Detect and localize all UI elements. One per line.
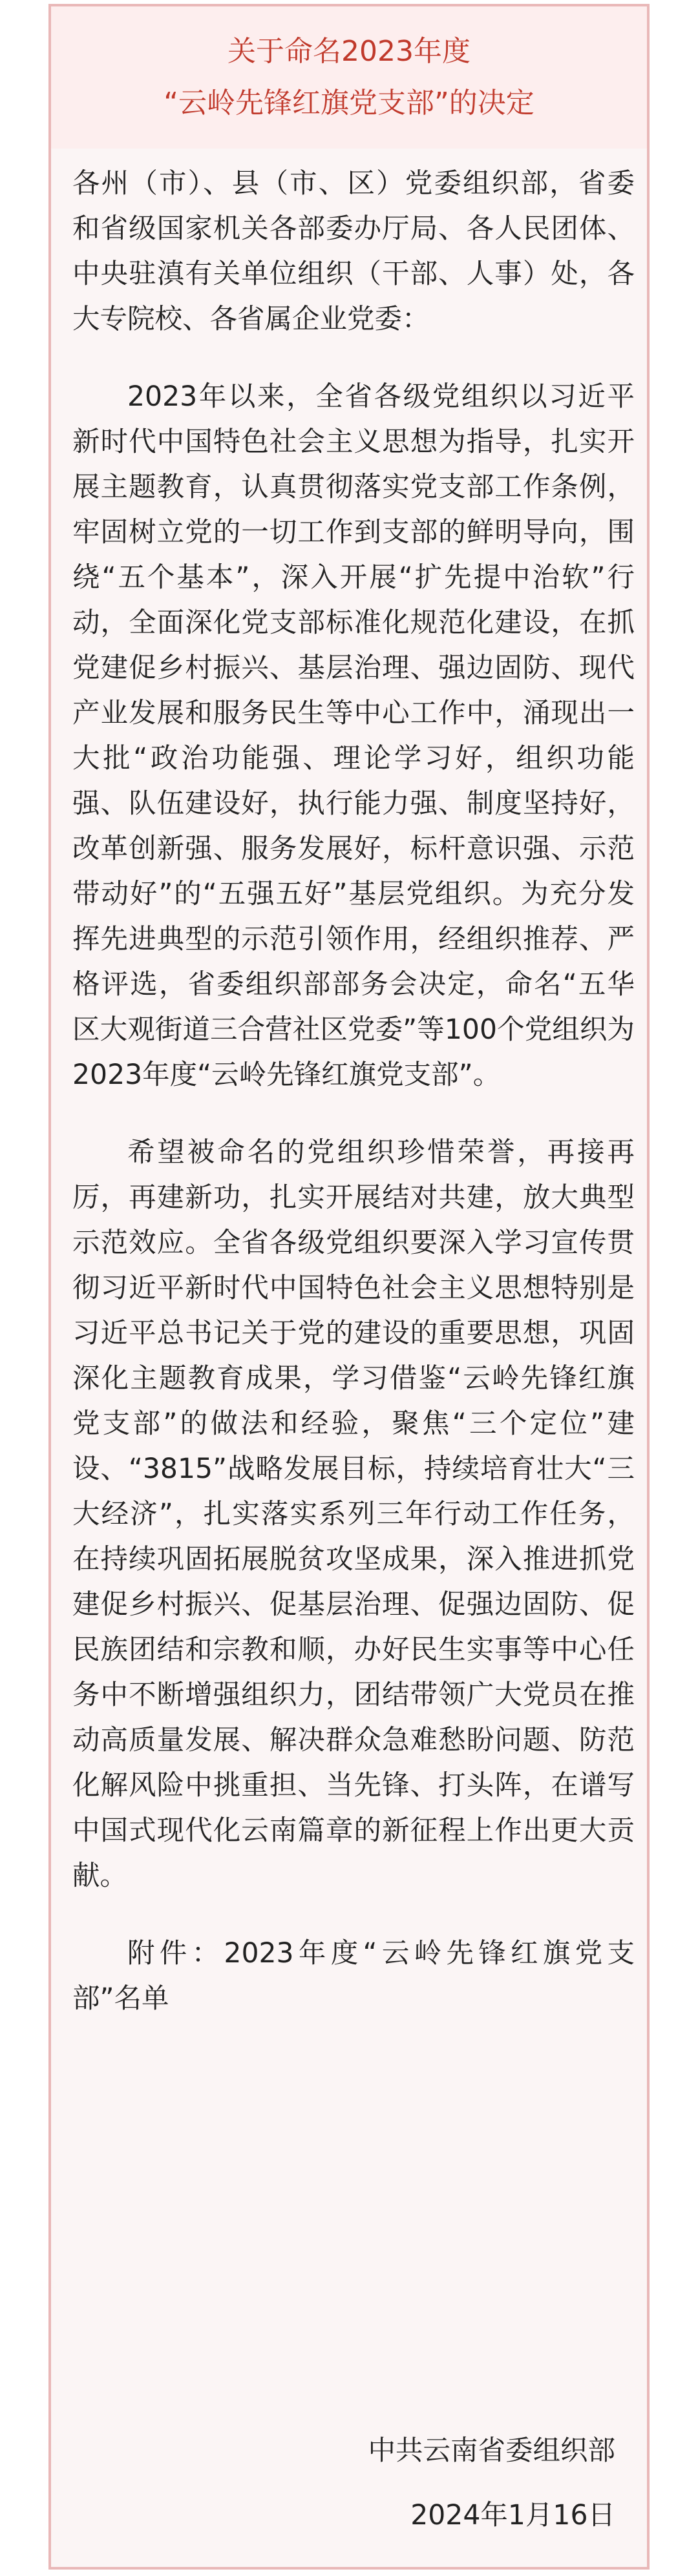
document-title-line-2: “云岭先锋红旗党支部”的决定 <box>164 87 534 119</box>
signature-date: 2024年1月16日 <box>410 2500 615 2531</box>
paragraph-1: 2023年以来，全省各级党组织以习近平新时代中国特色社会主义思想为指导，扎实开展主题教育，认真贯彻落实党支部工作条例，牢固树立党的一切工作到支部的鲜明导向，围绕“五个基本”，深入开展“扩先提中治软”行动，全面深化党支部标准化规范化建设，在抓党建促乡村振兴、基层治理、强边固防、现代产业发展和服务民生等中心工作中，涌现出一大批“政治功能强、理论学习好，组织功能强、队伍建设好，执行能力强、制度坚持好，改革创新强、服务发展好，标杆意识强、示范带动好”的“五强五好”基层党组织。为充分发挥先进典型的示范引领作用，经组织推荐、严格评选，省委组织部部务会决定，命名“五华区大观街道三合营社区党委”等100个党组织为2023年度“云岭先锋红旗党支部”。 <box>72 381 635 1091</box>
salutation: 各州（市）、县（市、区）党委组织部，省委和省级国家机关各部委办厅局、各人民团体、中央驻滇有关单位组织（干部、人事）处，各大专院校、各省属企业党委： <box>72 168 635 335</box>
title-banner <box>51 6 647 149</box>
paragraph-2: 希望被命名的党组织珍惜荣誉，再接再厉，再建新功，扎实开展结对共建，放大典型示范效应。全省各级党组织要深入学习宣传贯彻习近平新时代中国特色社会主义思想特别是习近平总书记关于党的建设的重要思想，巩固深化主题教育成果，学习借鉴“云岭先锋红旗党支部”的做法和经验，聚焦“三个定位”建设、“3815”战略发展目标，持续培育壮大“三大经济”，扎实落实系列三年行动工作任务，在持续巩固拓展脱贫攻坚成果，深入推进抓党建促乡村振兴、促基层治理、促强边固防、促民族团结和宗教和顺，办好民生实事等中心任务中不断增强组织力，团结带领广大党员在推动高质量发展、解决群众急难愁盼问题、防范化解风险中挑重担、当先锋、打头阵，在谱写中国式现代化云南篇章的新征程上作出更大贡献。 <box>72 1137 635 1892</box>
signature-org: 中共云南省委组织部 <box>368 2435 615 2467</box>
attachment-note: 附件：2023年度“云岭先锋红旗党支部”名单 <box>72 1938 635 2015</box>
document-content <box>72 161 635 2054</box>
document-title-line-1: 关于命名2023年度 <box>227 35 471 68</box>
